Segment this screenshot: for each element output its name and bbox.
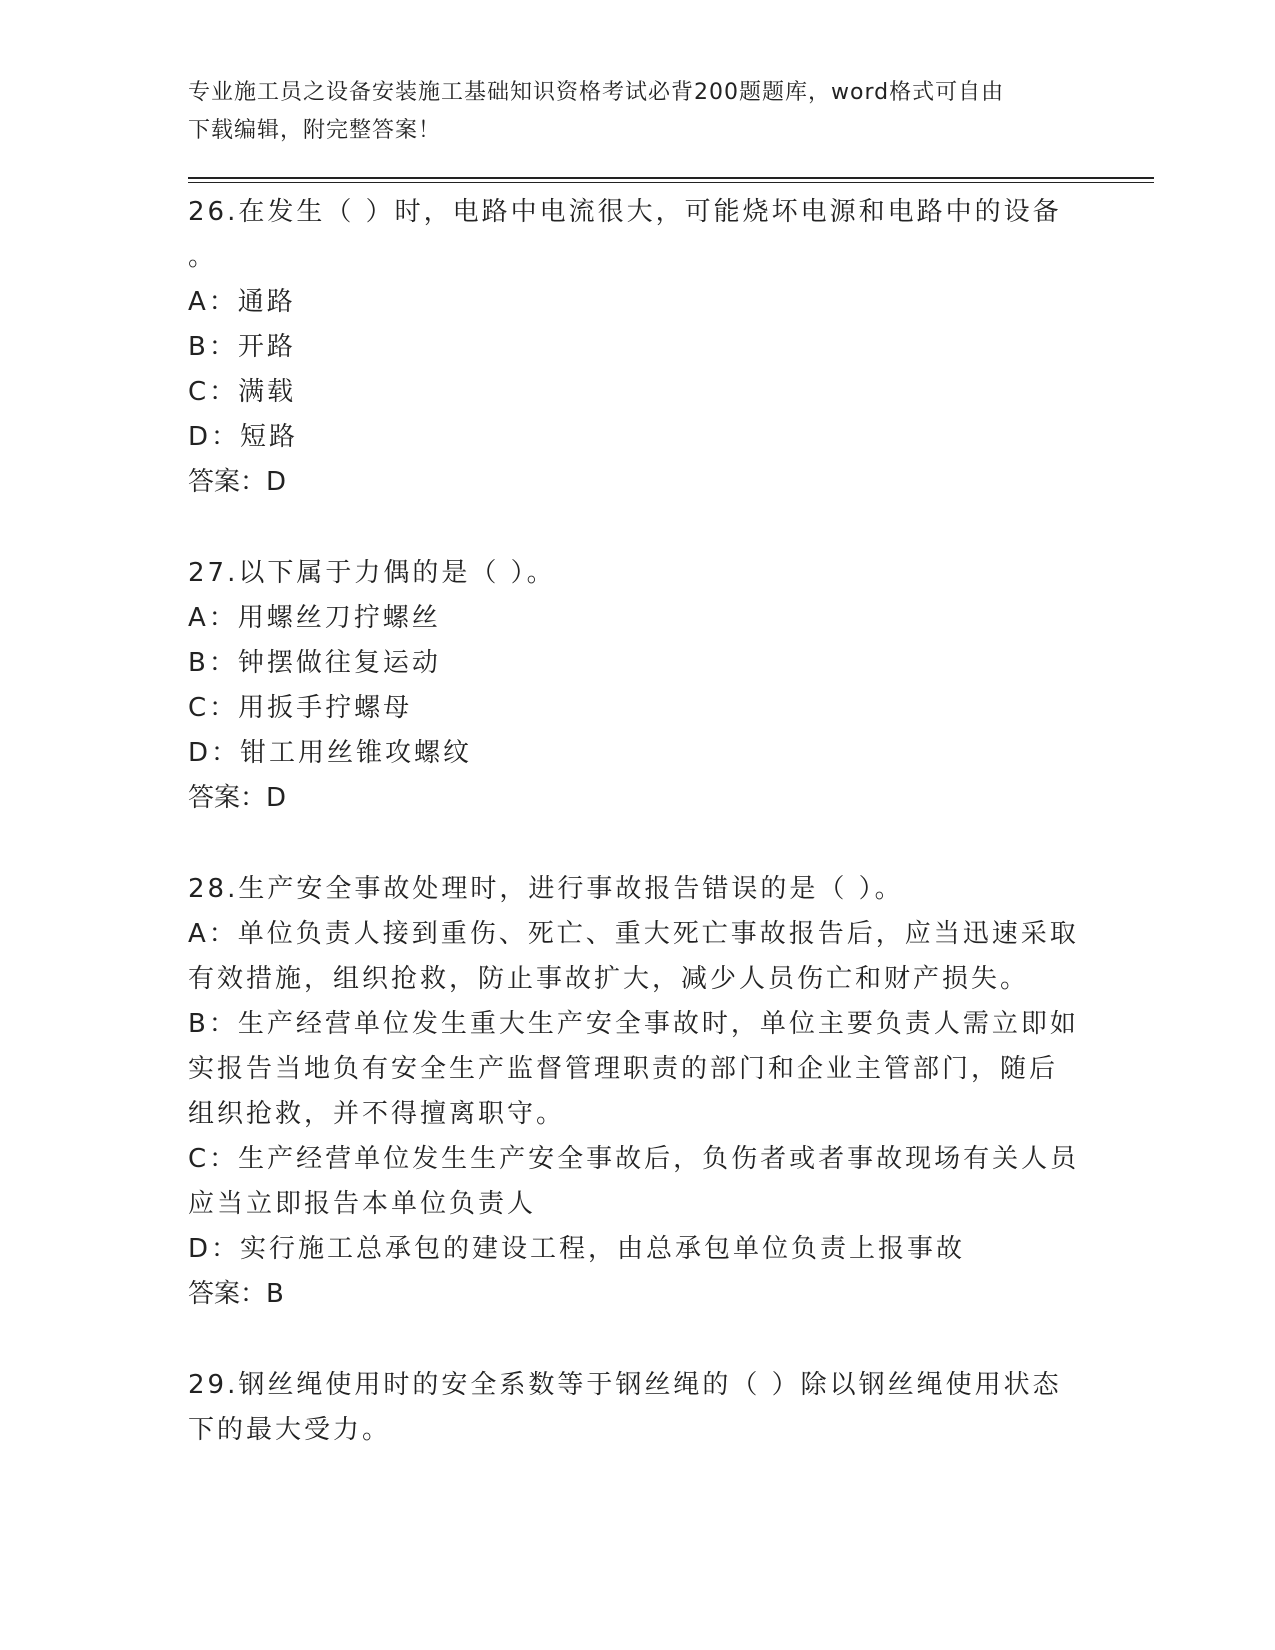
option-a: A：用螺丝刀拧螺丝 <box>188 603 441 633</box>
option-a: A：单位负责人接到重伤、死亡、重大死亡事故报告后，应当迅速采取 <box>188 919 1079 949</box>
document-header <box>188 74 1088 150</box>
answer: 答案：D <box>188 467 287 497</box>
option-c-continued: 应当立即报告本单位负责人 <box>188 1189 537 1219</box>
option-b-continued: 实报告当地负有安全生产监督管理职责的部门和企业主管部门，随后 <box>188 1054 1059 1084</box>
option-a-continued: 有效措施，组织抢救，防止事故扩大，减少人员伤亡和财产损失。 <box>188 964 1030 994</box>
option-c: C：满载 <box>188 377 297 407</box>
question-stem-line: 28.生产安全事故处理时，进行事故报告错误的是（ ）。 <box>188 874 904 904</box>
question-stem-line: 27.以下属于力偶的是（ ）。 <box>188 558 556 588</box>
option-b: B：开路 <box>188 332 296 362</box>
question-stem-line: 29.钢丝绳使用时的安全系数等于钢丝绳的（ ）除以钢丝绳使用状态 <box>188 1370 1062 1400</box>
question-list <box>188 190 1088 1453</box>
question-stem-line: 。 <box>188 242 218 272</box>
answer: 答案：D <box>188 783 287 813</box>
header-line-2: 下载编辑，附完整答案！ <box>188 118 442 143</box>
option-a: A：通路 <box>188 287 296 317</box>
question-26 <box>188 190 1088 505</box>
question-spacer <box>188 1317 1088 1363</box>
option-b: B：生产经营单位发生重大生产安全事故时，单位主要负责人需立即如 <box>188 1009 1079 1039</box>
question-29 <box>188 1363 1088 1453</box>
answer: 答案：B <box>188 1279 284 1309</box>
header-rule-thick <box>188 177 1154 179</box>
option-b: B：钟摆做往复运动 <box>188 648 441 678</box>
header-line-1: 专业施工员之设备安装施工基础知识资格考试必背200题题库，word格式可自由 <box>188 80 1005 105</box>
question-spacer <box>188 505 1088 551</box>
question-spacer <box>188 821 1088 867</box>
option-d: D：短路 <box>188 422 299 452</box>
option-d: D：实行施工总承包的建设工程，由总承包单位负责上报事故 <box>188 1234 966 1264</box>
question-stem-line: 下的最大受力。 <box>188 1415 392 1445</box>
option-d: D：钳工用丝锥攻螺纹 <box>188 738 473 768</box>
option-c: C：用扳手拧螺母 <box>188 693 413 723</box>
option-c: C：生产经营单位发生生产安全事故后，负伤者或者事故现场有关人员 <box>188 1144 1080 1174</box>
header-rule-thin <box>188 182 1154 183</box>
question-28 <box>188 867 1088 1317</box>
option-b-continued: 组织抢救，并不得擅离职守。 <box>188 1099 566 1129</box>
question-27 <box>188 551 1088 821</box>
question-stem-line: 26.在发生（ ）时，电路中电流很大，可能烧坏电源和电路中的设备 <box>188 197 1062 227</box>
